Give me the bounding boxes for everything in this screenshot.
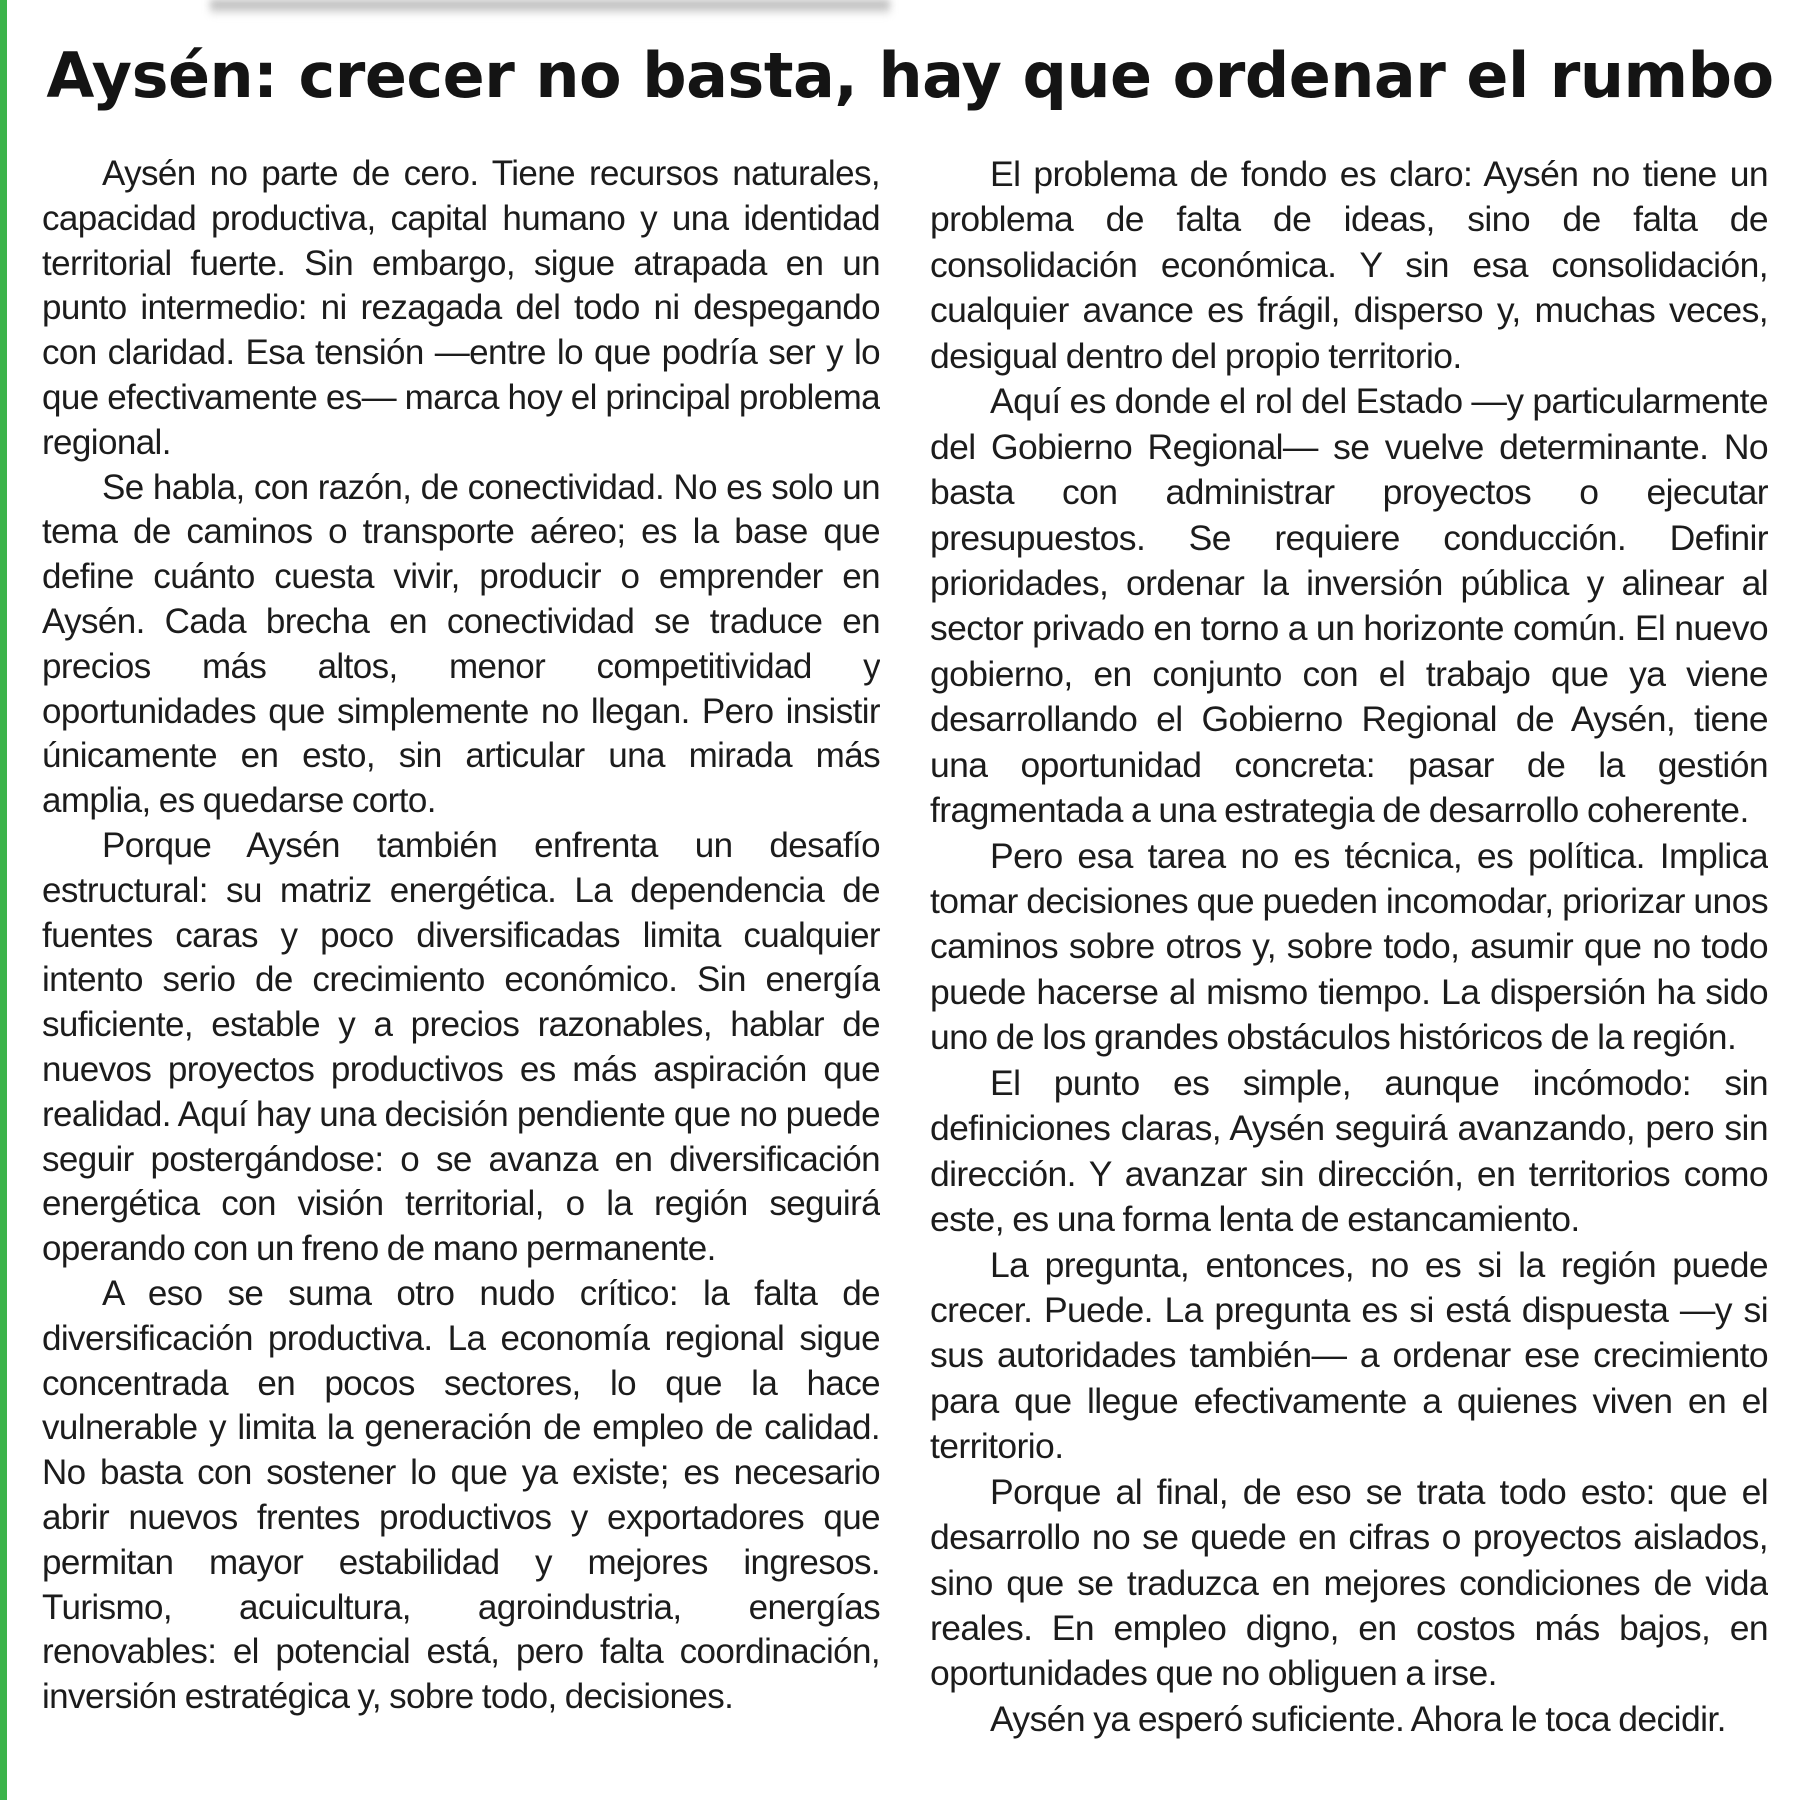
paragraph: Aysén no parte de cero. Tiene recursos naturales, capacidad productiva, capital humano y una identidad territorial fuerte. Sin embargo, sigue atrapada en un punto intermedio: ni rezagada del todo ni despegando con claridad. Esa tensión —entre lo que podría ser y lo que efectivamente es— marca hoy el principal problema regional.	[42, 154, 880, 462]
paragraph: Se habla, con razón, de conectividad. No es solo un tema de caminos o transporte aéreo; es la base que define cuánto cuesta vivir, producir o emprender en Aysén. Cada brecha en conectividad se traduce en precios más altos, menor competitividad y oportunidades que simplemente no llegan. Pero insistir únicamente en esto, sin articular una mirada más amplia, es quedarse corto.	[42, 467, 880, 821]
paragraph: El problema de fondo es claro: Aysén no tiene un problema de falta de ideas, sino de falta de consolidación económica. Y sin esa consolidación, cualquier avance es frágil, disperso y, muchas veces, desigual dentro del propio territorio.	[930, 154, 1768, 376]
paragraph: Porque al final, de eso se trata todo esto: que el desarrollo no se quede en cifras o proyectos aislados, sino que se traduzca en mejores condiciones de vida reales. En empleo digno, en costos más bajos, en oportunidades que no obliguen a irse.	[930, 1471, 1768, 1694]
cropped-header-remnant	[210, 0, 890, 14]
article-headline: Aysén: crecer no basta, hay que ordenar el rumbo	[46, 39, 1774, 112]
right-column	[930, 152, 1768, 1772]
paragraph: Pero esa tarea no es técnica, es política. Implica tomar decisiones que pueden incomodar, priorizar unos caminos sobre otros y, sobre todo, asumir que no todo puede hacerse al mismo tiempo. La dispersión ha sido uno de los grandes obstáculos históricos de la región.	[930, 835, 1768, 1058]
paragraph: Aysén ya esperó suficiente. Ahora le toca decidir.	[990, 1698, 1726, 1739]
left-column	[42, 152, 880, 1772]
paragraph: Aquí es donde el rol del Estado —y particularmente del Gobierno Regional— se vuelve determinante. No basta con administrar proyectos o ejecutar presupuestos. Se requiere conducción. Definir prioridades, ordenar la inversión pública y alinear al sector privado en torno a un horizonte común. El nuevo gobierno, en conjunto con el trabajo que ya viene desarrollando el Gobierno Regional de Aysén, tiene una oportunidad concreta: pasar de la gestión fragmentada a una estrategia de desarrollo coherente.	[930, 381, 1768, 831]
page-edge-accent-bar	[0, 0, 7, 1800]
paragraph: Porque Aysén también enfrenta un desafío estructural: su matriz energética. La dependencia de fuentes caras y poco diversificadas limita cualquier intento serio de crecimiento económico. Sin energía suficiente, estable y a precios razonables, hablar de nuevos proyectos productivos es más aspiración que realidad. Aquí hay una decisión pendiente que no puede seguir postergándose: o se avanza en diversificación energética con visión territorial, o la región seguirá operando con un freno de mano permanente.	[42, 825, 880, 1269]
paragraph: El punto es simple, aunque incómodo: sin definiciones claras, Aysén seguirá avanzando, pero sin dirección. Y avanzar sin dirección, en territorios como este, es una forma lenta de estancamiento.	[930, 1062, 1768, 1240]
paragraph: La pregunta, entonces, no es si la región puede crecer. Puede. La pregunta es si está dispuesta —y si sus autoridades también— a ordenar ese crecimiento para que llegue efectivamente a quienes viven en el territorio.	[930, 1244, 1768, 1467]
article-body	[42, 152, 1768, 1772]
paragraph: A eso se suma otro nudo crítico: la falta de diversificación productiva. La economía regional sigue concentrada en pocos sectores, lo que la hace vulnerable y limita la generación de empleo de calidad. No basta con sostener lo que ya existe; es necesario abrir nuevos frentes productivos y exportadores que permitan mayor estabilidad y mejores ingresos. Turismo, acuicultura, agroindustria, energías renovables: el potencial está, pero falta coordinación, inversión estratégica y, sobre todo, decisiones.	[42, 1273, 880, 1717]
